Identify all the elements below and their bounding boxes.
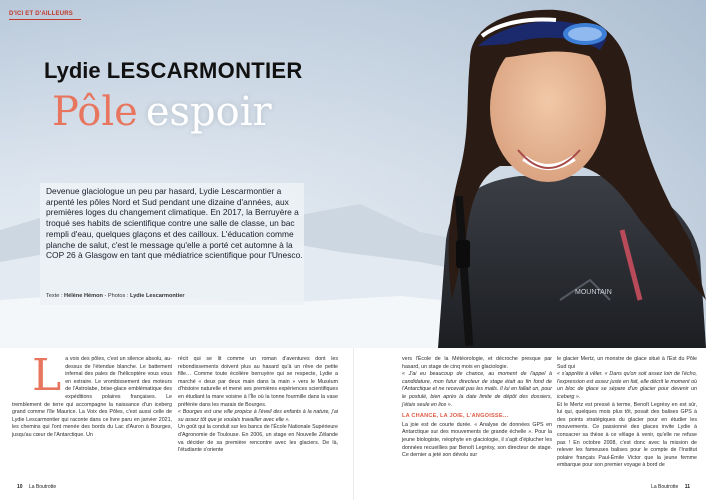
subject-first-name: Lydie — [44, 58, 101, 83]
drop-cap: L — [32, 350, 62, 401]
credits — [46, 293, 185, 299]
pull-quote: « s'apprête à vêler. « Dans qu'on soit assez loin de l'écho, l'expression est assez juste en fait, elle décrit le moment où un bloc de glace se sépare d'un glacier pour devenir un iceberg ». — [557, 371, 697, 400]
subject-name — [44, 58, 303, 84]
section-rule — [9, 19, 81, 20]
subject-last-name: LESCARMONTIER — [106, 58, 303, 83]
credits-photo-author: Lydie Lescarmontier — [129, 293, 185, 299]
body-column-3 — [402, 356, 552, 460]
page-number-left: 10 — [17, 484, 23, 490]
body-paragraph: La joie est de courte durée. « Analyse de données GPS en Antarctique sur des mouvements de grande échelle ». Pour la jeune biologiste, néophyte en glaciologie, il s'agit d'éplucher les données recueillies par Benoît Legrésy, son directeur de stage. Ce dernier a jeté son dévolu sur — [402, 421, 552, 459]
body-column-2 — [178, 356, 338, 455]
body-paragraph: Un goût qui la conduit sur les bancs de l'École Nationale Supérieure d'Agronomie de Toulouse. En 2006, un stage en Nouvelle Zélande va décider de sa première rencontre avec les glaciers. De là, l'étudiante s'oriente — [178, 424, 338, 454]
body-column-4 — [557, 356, 697, 470]
headline-word-1: Pôle — [52, 89, 138, 135]
credits-text-author: Hélène Hémon — [64, 293, 103, 299]
body-paragraph: récit qui se lit comme un roman d'aventures dont les rebondissements doivent plus au hasard qu'à un rêve de petite fille… Comme toute écolière berruyère qui se respecte, Lydie a marché « deux par deux main dans la main » vers le Muséum d'histoire naturelle et mené ses premières expériences scientifiques en étudiant la mare voisine à l'Île où la tonne fourmille dans la vase préférée dans les marais de Bourges. — [178, 356, 338, 408]
body-paragraph: le glacier Mertz, un monstre de glace situé à l'Est du Pôle Sud qui — [557, 356, 697, 370]
magazine-title-right: La Boutrotte — [651, 484, 679, 490]
headline-word-2: espoir — [145, 89, 272, 135]
headline — [52, 89, 272, 135]
page-gutter — [353, 348, 354, 500]
subheading: LA CHANCE, LA JOIE, L'ANGOISSE… — [402, 413, 509, 420]
magazine-title-left: La Boutrotte — [28, 484, 57, 490]
lead-paragraph: Devenue glaciologue un peu par hasard, Lydie Lescarmontier a arpenté les pôles Nord et Sud pendant une dizaine d'années, aux premières loges du changement climatique. En 2017, la Berruyère a troqué ses habits de scientifique contre une salle de classe, un bac rempli d'eau, quelques glaçons et des cailloux. L'éducation comme planche de salut, c'est le message qu'elle a porté cet automne à la COP 26 à Glasgow en tant que médiatrice scientifique pour l'Unesco. — [46, 186, 303, 261]
pull-quote: « J'ai eu beaucoup de chance, au moment de l'appel à candidature, mon futur directeur de stage était au fin fond de l'Antarctique et ne recevait pas les mails. Il lui en fallait un, pour le postulé, bien après la date limite de dépôt des dossiers, j'étais seule en lice ». — [402, 371, 552, 408]
page-number-right: 11 — [684, 484, 690, 490]
credits-photo-label: - Photos : — [104, 293, 129, 299]
body-paragraph: a voix des pôles, c'est un silence absolu, au-dessus de l'étendue blanche. Le battement infernal des pales de l'hélicoptère vous vous en extraire. Le vrombissement des moteurs de l'Astrolabe, brise-glace emblématique des expéditions polaires françaises. Le tremblement de terre qui accompagne la naissance d'un iceberg grand comme l'île Maurice. La Voix des Pôles, c'est aussi celle de Lydie Lescarmontier qui raconte dans ce livre paru en janvier 2021, les chemins qui l'ont menée des bords du Lac d'Auron à Bourges, jusqu'au cœur de l'Antarctique. Un — [12, 356, 172, 438]
credits-text-label: Texte : — [46, 293, 63, 299]
body-paragraph: vers l'École de la Météorologie, et décroche presque par hasard, un stage de cinq mois en glaciologie. — [402, 356, 552, 370]
body-paragraph: Et le Mertz est pressé à terme, Benoît Legrésy en est sûr, lui qui, quelques mois plus tôt, posait des balises GPS à des points stratégiques du glacier pour en étudier les mouvements. Ce passionné des glaces invite Lydie à consacrer sa thèse à ce vêlage à venir, qu'elle ne refuse pas ! En octobre 2008, c'est donc avec la mission de relever les fameuses balises pour le compte de l'Institut polaire français Paul-Émile Victor que la jeune femme embarque pour son premier voyage à bord de — [557, 401, 697, 469]
footer-left — [12, 484, 56, 490]
body-column-1 — [12, 350, 172, 440]
section-tag: D'ICI ET D'AILLEURS — [9, 11, 73, 17]
footer-right — [651, 484, 695, 490]
svg-text:MOUNTAIN: MOUNTAIN — [575, 289, 612, 296]
pull-quote: « Bourges est une ville propice à l'éveil des enfants à la nature, j'ai su assez tôt que je voulais travailler avec elle ». — [178, 409, 338, 423]
